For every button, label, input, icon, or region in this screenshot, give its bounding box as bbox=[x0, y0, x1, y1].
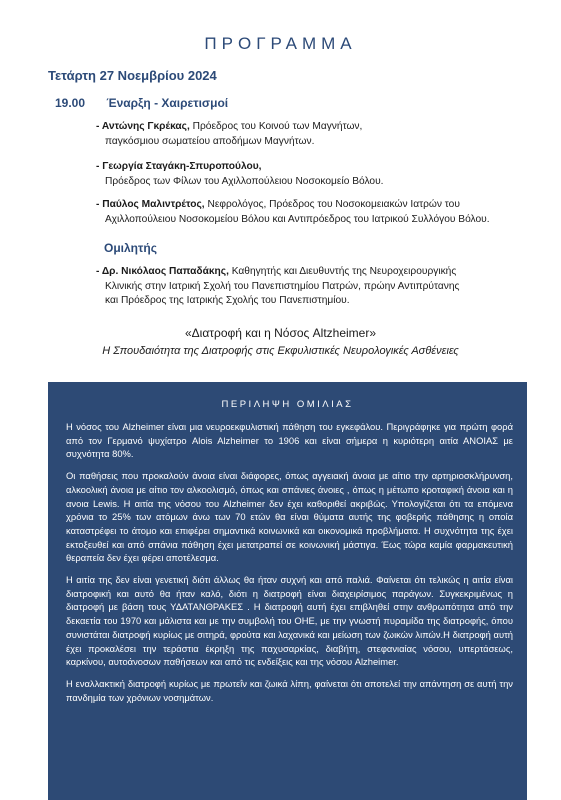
greeting-name: - Αντώνης Γκρέκας, bbox=[96, 121, 190, 132]
greeting-role-cont: Πρόεδρος των Φίλων του Αχιλλοπούλειου Νοσοκομείο Βόλου. bbox=[105, 175, 384, 187]
opening-time: 19.00 bbox=[55, 96, 86, 110]
greeting-role-cont: παγκόσμιου σωματείου αποδήμων Μαγνήτων. bbox=[105, 135, 315, 147]
speaker-role-cont: Κλινικής στην Ιατρική Σχολή του Πανεπιστημίου Πατρών, πρώην Αντιπρύτανης bbox=[105, 280, 460, 292]
lecture-subtitle: Η Σπουδαιότητα της Διατροφής στις Εκφυλιστικές Νευρολογικές Ασθένειες bbox=[102, 345, 459, 357]
lecture-title: «Διατροφή και η Νόσος Altzheimer» bbox=[184, 326, 376, 340]
summary-body bbox=[66, 420, 513, 712]
summary-box bbox=[48, 382, 527, 800]
summary-paragraph: Η εναλλακτική διατροφή κυρίως με πρωτεΐν και ζωικά λίπη, φαίνεται ότι αποτελεί την απάντηση σε αυτή την πανδημία των χρόνιων νοσημάτων. bbox=[66, 677, 513, 703]
summary-paragraph: Η νόσος του Alzheimer είναι μια νευροεκφυλιστική πάθηση του εγκεφάλου. Περιγράφηκε για πρώτη φορά από τον Γερμανό ψυχίατρο Alois Alzheimer το 1906 και είναι σήμερα η κυριότερη αιτία ΑΝΟΙΑΣ με συχνότητα 80%. bbox=[66, 421, 513, 460]
greeting-entry-stagaki bbox=[96, 160, 536, 189]
greeting-name: - Γεωργία Σταγάκη-Σπυροπούλου, bbox=[96, 161, 262, 172]
greeting-role: Νεφρολόγος, Πρόεδρος του Νοσοκομειακών Ιατρών του bbox=[204, 199, 460, 210]
event-date: Τετάρτη 27 Νοεμβρίου 2024 bbox=[48, 68, 217, 83]
opening-row bbox=[55, 96, 228, 110]
program-title: ΠΡΟΓΡΑΜΜΑ bbox=[204, 34, 357, 53]
summary-paragraph: Η αιτία της δεν είναι γενετική διότι άλλως θα ήταν συχνή και από παλιά. Φαίνεται ότι τελικώς η αιτία είναι διατροφική και αυτό θα ήταν καλό, διότι η διατροφή είναι διαχειρίσιμος παράγων. Συγκεκριμένως η διατροφή με βάση τους ΥΔΑΤΑΝΘΡΑΚΕΣ . Η διατροφή αυτή έχει επιβληθεί στην ανθρωπότητα από την δεκαετία του 1970 και μάλιστα και με την συμβολή του ΟΗΕ, με την γνωστή πυραμίδα της διατροφής, όπου συνιστάται διατροφή κυρίως με σιτηρά, φρούτα και λαχανικά και μείωση των ζωικών λιπών.Η διατροφή αυτή έχει προκαλέσει την τεράστια έκρηξη της παχυσαρκίας, διαβήτη, στεφανιαίας νόσου, υπερτάσεως, καρκίνου, αυτοάνοσων παθήσεων και από τις ενδείξεις και της νόσου Alzheimer. bbox=[66, 574, 513, 668]
speaker-heading: Ομιλητής bbox=[104, 241, 157, 255]
opening-label: Έναρξη - Χαιρετισμοί bbox=[106, 96, 229, 110]
summary-heading: ΠΕΡΙΛΗΨΗ ΟΜΙΛΙΑΣ bbox=[221, 399, 354, 410]
greeting-role: Πρόεδρος του Κοινού των Μαγνήτων, bbox=[189, 121, 363, 132]
greeting-entry-grekas bbox=[96, 120, 536, 149]
speaker-role: Καθηγητής και Διευθυντής της Νευροχειρουργικής bbox=[228, 266, 457, 277]
greeting-entry-malintretos bbox=[96, 198, 536, 227]
summary-paragraph: Οι παθήσεις που προκαλούν άνοια είναι διάφορες, όπως αγγειακή άνοια με αίτιο την αρτηριοσκλήρυνση, αλκοολική άνοια με αίτιο τον αλκοολισμό, όπως και σπάνιες άνοιες , όπως η μέτωπο κροταφική άνοια και η ανοια Lewis. Η αιτία της νόσου του Alzheimer δεν έχει καθοριθεί ακριβώς. Υπολογίζεται ότι τα επόμενα χρόνια το 25% των ατόμων άνω των 70 ετών θα είναι θύματα αυτής της φοβερής πάθησης η οποία καταστρέφει το άτομο και επιφέρει σημαντικά κοινωνικά και οικονομικά προβλήματα. Η συχνότητα της έχει εκτοξευθεί και από σπάνια πάθηση έχει μετατραπεί σε κοινωνική μάστιγα. Έως τώρα καμία φαρμακευτική θεραπεία δεν έχει φέρει αποτέλεσμα. bbox=[66, 470, 513, 564]
speaker-role-cont: και Πρόεδρος της Ιατρικής Σχολής του Πανεπιστημίου. bbox=[105, 295, 350, 306]
speaker-name: - Δρ. Νικόλαος Παπαδάκης, bbox=[96, 266, 229, 277]
speaker-entry bbox=[96, 265, 536, 309]
greeting-name: - Παύλος Μαλιντρέτος, bbox=[96, 199, 205, 210]
greeting-role-cont: Αχιλλοπούλειου Νοσοκομείου Βόλου και Αντιπρόεδρος του Ιατρικού Συλλόγου Βόλου. bbox=[105, 213, 490, 225]
